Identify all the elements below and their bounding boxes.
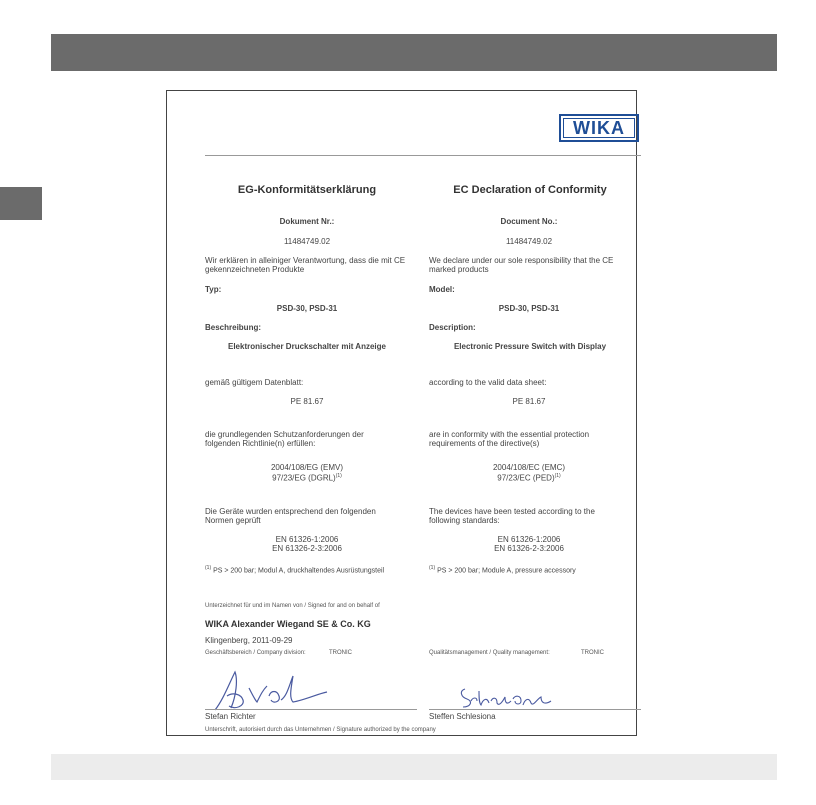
left-doc-label: Dokument Nr.: <box>279 217 335 226</box>
left-directive-2-note: (1) <box>335 473 342 479</box>
left-footnote-text: PS > 200 bar; Modul A, druckhaltendes Ausrüstungsteil <box>213 567 385 575</box>
left-desc-value: Elektronischer Druckschalter mit Anzeige <box>228 342 386 351</box>
left-footnote <box>205 564 430 575</box>
right-directive-2-note: (1) <box>554 473 561 479</box>
right-directive-2-text: 97/23/EC (PED) <box>497 473 555 483</box>
left-standard-2: EN 61326-2-3:2006 <box>272 544 342 553</box>
left-declaration: Wir erklären in alleiniger Verantwortung, dass die mit CE gekennzeichneten Produkte <box>205 256 406 274</box>
left-tested: Die Geräte wurden entsprechend den folgenden Normen geprüft <box>205 507 376 525</box>
wika-logo-text: WIKA <box>563 118 635 138</box>
right-tested: The devices have been tested according to the following standards: <box>429 507 595 525</box>
left-desc-label: Beschreibung: <box>205 323 262 332</box>
right-desc-value: Electronic Pressure Switch with Display <box>453 342 607 351</box>
right-division-value: TRONIC <box>581 650 604 656</box>
left-signature-line <box>205 709 417 710</box>
left-signer: Stefan Richter <box>205 712 256 721</box>
left-title: EG-Konformitätserklärung <box>237 184 377 196</box>
left-doc-number: 11484749.02 <box>283 237 331 246</box>
conformity-declaration-document <box>166 90 637 736</box>
right-declaration: We declare under our sole responsibility that the CE marked products <box>429 256 614 274</box>
right-directive-2 <box>429 472 629 483</box>
left-division-label: Geschäftsbereich / Company division: <box>205 650 306 656</box>
right-type-label: Model: <box>429 285 455 294</box>
right-doc-number: 11484749.02 <box>505 237 553 246</box>
right-doc-label: Document No.: <box>500 217 558 226</box>
right-signer: Steffen Schlesiona <box>429 712 496 721</box>
left-directive-2-text: 97/23/EG (DGRL) <box>272 473 336 483</box>
left-requirements: die grundlegenden Schutzanforderungen der folgenden Richtlinie(n) erfüllen: <box>205 430 364 448</box>
left-directive-1: 2004/108/EG (EMV) <box>270 463 344 472</box>
left-datasheet-value: PE 81.67 <box>290 397 324 406</box>
signed-for: Unterzeichnet für und im Namen von / Signed for and on behalf of <box>205 603 380 609</box>
signature-authorization-note: Unterschrift, autorisiert durch das Unternehmen / Signature authorized by the company <box>205 727 436 733</box>
right-signature-image <box>457 683 557 711</box>
footer-bar <box>51 754 777 780</box>
left-type-label: Typ: <box>205 285 222 294</box>
right-datasheet: according to the valid data sheet: <box>429 378 547 387</box>
wika-logo <box>559 114 639 142</box>
right-signature-line <box>429 709 641 710</box>
right-footnote-mark: (1) <box>429 565 436 571</box>
place-date: Klingenberg, 2011-09-29 <box>205 636 293 645</box>
right-datasheet-value: PE 81.67 <box>512 397 546 406</box>
left-standard-1: EN 61326-1:2006 <box>275 535 339 544</box>
right-standard-1: EN 61326-1:2006 <box>497 535 561 544</box>
side-tab <box>0 187 42 220</box>
right-directive-1: 2004/108/EC (EMC) <box>492 463 566 472</box>
right-footnote-text: PS > 200 bar; Module A, pressure accessory <box>437 567 576 575</box>
right-requirements: are in conformity with the essential protection requirements of the directive(s) <box>429 430 590 448</box>
header-rule <box>205 155 641 156</box>
left-signature-image <box>205 666 335 714</box>
right-footnote <box>429 564 634 575</box>
right-desc-label: Description: <box>429 323 476 332</box>
left-directive-2 <box>207 472 407 483</box>
left-footnote-mark: (1) <box>205 565 212 571</box>
right-division-label: Qualitätsmanagement / Quality management: <box>429 650 550 656</box>
left-datasheet: gemäß gültigem Datenblatt: <box>205 378 304 387</box>
right-title: EC Declaration of Conformity <box>453 184 607 196</box>
right-standard-2: EN 61326-2-3:2006 <box>494 544 564 553</box>
left-type-value: PSD-30, PSD-31 <box>276 304 338 313</box>
left-division-value: TRONIC <box>329 650 352 656</box>
company-name: WIKA Alexander Wiegand SE & Co. KG <box>205 619 371 629</box>
right-type-value: PSD-30, PSD-31 <box>498 304 560 313</box>
header-bar <box>51 34 777 71</box>
